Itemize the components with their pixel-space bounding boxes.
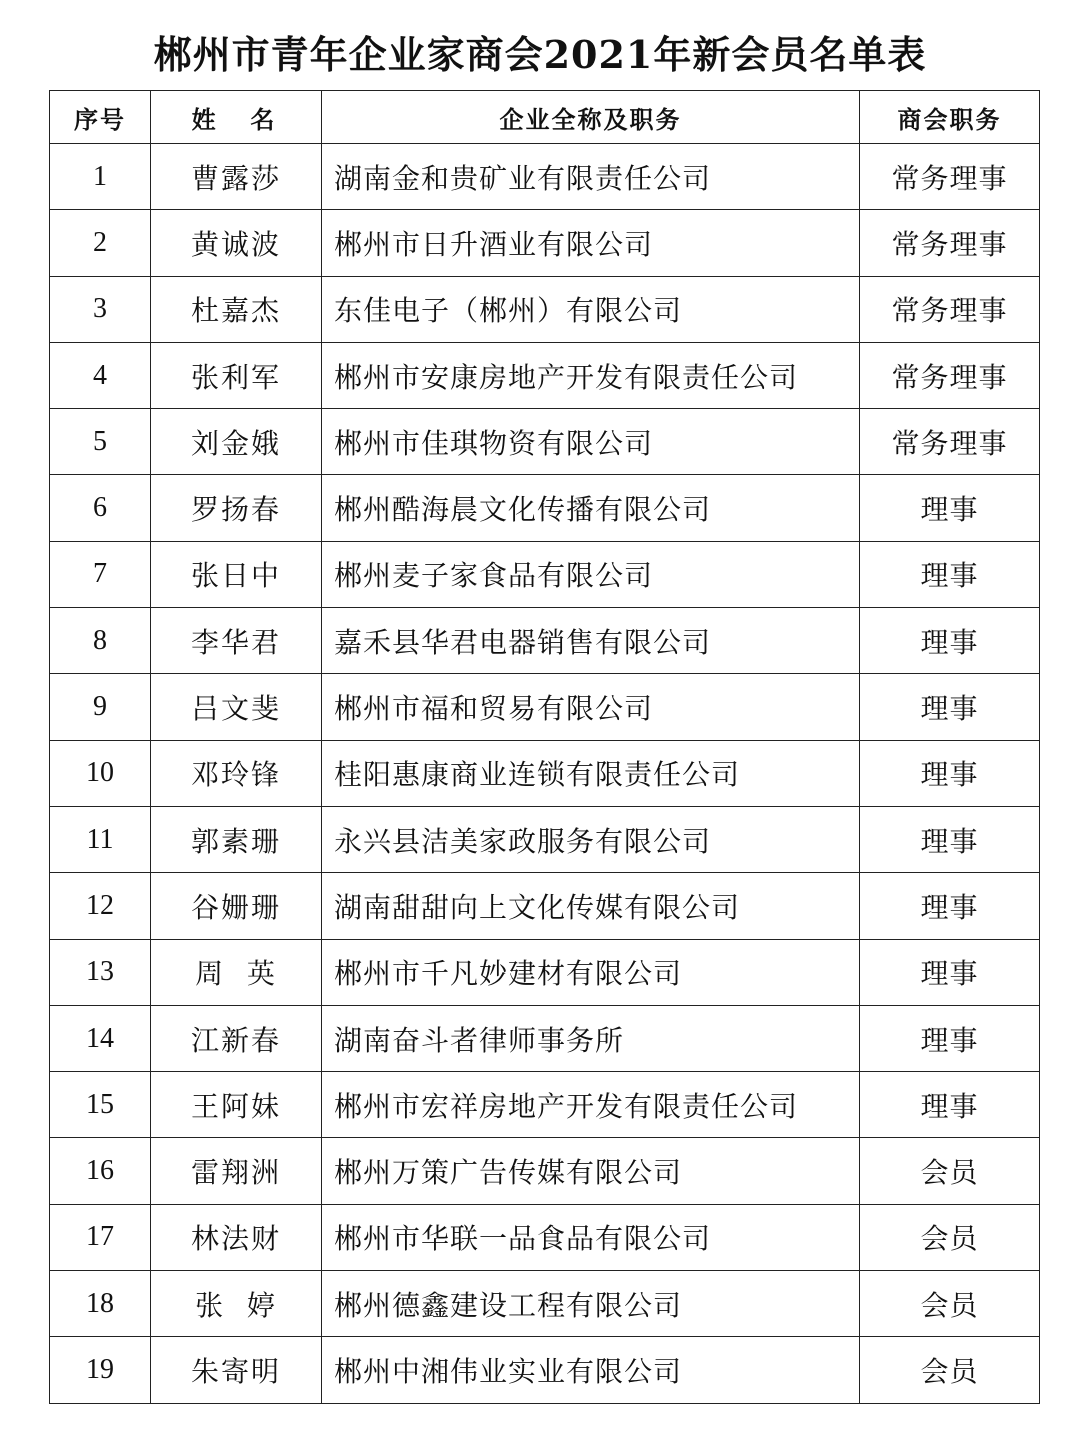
serial-number-cell: 17 (50, 1204, 151, 1270)
chamber-role-cell: 常务理事 (860, 409, 1040, 475)
serial-number-cell: 7 (50, 541, 151, 607)
member-name-cell: 李华君 (151, 608, 322, 674)
table-row (50, 541, 1040, 607)
table-row (50, 342, 1040, 408)
member-name-cell: 杜嘉杰 (151, 276, 322, 342)
chamber-role-cell: 会员 (860, 1204, 1040, 1270)
table-body (50, 144, 1040, 1404)
table-row (50, 1271, 1040, 1337)
table-row (50, 210, 1040, 276)
serial-number-cell: 8 (50, 608, 151, 674)
member-name-cell: 黄诚波 (151, 210, 322, 276)
company-cell: 郴州市千凡妙建材有限公司 (322, 939, 860, 1005)
company-cell: 郴州市安康房地产开发有限责任公司 (322, 342, 860, 408)
company-cell: 郴州德鑫建设工程有限公司 (322, 1271, 860, 1337)
chamber-role-cell: 理事 (860, 541, 1040, 607)
serial-number-cell: 12 (50, 873, 151, 939)
chamber-role-cell: 理事 (860, 740, 1040, 806)
chamber-role-cell: 理事 (860, 1005, 1040, 1071)
table-row (50, 674, 1040, 740)
member-name-cell: 邓玲锋 (151, 740, 322, 806)
member-name-cell: 郭素珊 (151, 806, 322, 872)
serial-number-cell: 4 (50, 342, 151, 408)
serial-number-cell: 18 (50, 1271, 151, 1337)
member-name-cell: 雷翔洲 (151, 1138, 322, 1204)
company-cell: 郴州中湘伟业实业有限公司 (322, 1337, 860, 1403)
table-row (50, 475, 1040, 541)
member-name-cell: 吕文斐 (151, 674, 322, 740)
table-row (50, 1337, 1040, 1403)
company-cell: 桂阳惠康商业连锁有限责任公司 (322, 740, 860, 806)
company-cell: 永兴县洁美家政服务有限公司 (322, 806, 860, 872)
table-row (50, 144, 1040, 210)
company-cell: 湖南奋斗者律师事务所 (322, 1005, 860, 1071)
serial-number-cell: 19 (50, 1337, 151, 1403)
company-cell: 湖南金和贵矿业有限责任公司 (322, 144, 860, 210)
member-name-cell: 曹露莎 (151, 144, 322, 210)
member-name-cell: 周 英 (151, 939, 322, 1005)
serial-number-cell: 6 (50, 475, 151, 541)
serial-number-cell: 10 (50, 740, 151, 806)
header-name (151, 91, 322, 144)
chamber-role-cell: 理事 (860, 939, 1040, 1005)
serial-number-cell: 15 (50, 1072, 151, 1138)
company-cell: 东佳电子（郴州）有限公司 (322, 276, 860, 342)
member-name-cell: 张日中 (151, 541, 322, 607)
table-header-row (50, 91, 1040, 144)
member-name-cell: 张利军 (151, 342, 322, 408)
serial-number-cell: 14 (50, 1005, 151, 1071)
serial-number-cell: 5 (50, 409, 151, 475)
company-cell: 嘉禾县华君电器销售有限公司 (322, 608, 860, 674)
table-row (50, 939, 1040, 1005)
chamber-role-cell: 理事 (860, 674, 1040, 740)
table-row (50, 1138, 1040, 1204)
serial-number-cell: 16 (50, 1138, 151, 1204)
member-name-cell: 刘金娥 (151, 409, 322, 475)
serial-number-cell: 13 (50, 939, 151, 1005)
chamber-role-cell: 会员 (860, 1271, 1040, 1337)
table-row (50, 276, 1040, 342)
table-row (50, 1204, 1040, 1270)
serial-number-cell: 3 (50, 276, 151, 342)
member-name-cell: 罗扬春 (151, 475, 322, 541)
chamber-role-cell: 理事 (860, 608, 1040, 674)
chamber-role-cell: 常务理事 (860, 144, 1040, 210)
chamber-role-cell: 会员 (860, 1337, 1040, 1403)
table-row (50, 409, 1040, 475)
member-name-cell: 林法财 (151, 1204, 322, 1270)
table-row (50, 740, 1040, 806)
chamber-role-cell: 会员 (860, 1138, 1040, 1204)
table-row (50, 1005, 1040, 1071)
company-cell: 郴州麦子家食品有限公司 (322, 541, 860, 607)
member-name-cell: 朱寄明 (151, 1337, 322, 1403)
serial-number-cell: 2 (50, 210, 151, 276)
header-chamber-role: 商会职务 (860, 91, 1040, 144)
company-cell: 郴州市福和贸易有限公司 (322, 674, 860, 740)
table-row (50, 1072, 1040, 1138)
document-title: 郴州市青年企业家商会2021年新会员名单表 (153, 32, 927, 77)
member-name-cell: 江新春 (151, 1005, 322, 1071)
serial-number-cell: 9 (50, 674, 151, 740)
chamber-role-cell: 常务理事 (860, 276, 1040, 342)
table-row (50, 608, 1040, 674)
company-cell: 郴州万策广告传媒有限公司 (322, 1138, 860, 1204)
chamber-role-cell: 理事 (860, 1072, 1040, 1138)
chamber-role-cell: 常务理事 (860, 210, 1040, 276)
serial-number-cell: 11 (50, 806, 151, 872)
header-company: 企业全称及职务 (322, 91, 860, 144)
member-name-cell: 谷姗珊 (151, 873, 322, 939)
table-row (50, 873, 1040, 939)
table-row (50, 806, 1040, 872)
member-name-cell: 张 婷 (151, 1271, 322, 1337)
company-cell: 湖南甜甜向上文化传媒有限公司 (322, 873, 860, 939)
company-cell: 郴州市日升酒业有限公司 (322, 210, 860, 276)
chamber-role-cell: 理事 (860, 806, 1040, 872)
company-cell: 郴州市宏祥房地产开发有限责任公司 (322, 1072, 860, 1138)
header-name-label: 姓 名 (191, 104, 281, 134)
chamber-role-cell: 理事 (860, 475, 1040, 541)
header-serial-number: 序号 (50, 91, 151, 144)
chamber-role-cell: 常务理事 (860, 342, 1040, 408)
serial-number-cell: 1 (50, 144, 151, 210)
company-cell: 郴州市华联一品食品有限公司 (322, 1204, 860, 1270)
member-table (49, 90, 1040, 1404)
chamber-role-cell: 理事 (860, 873, 1040, 939)
member-name-cell: 王阿妹 (151, 1072, 322, 1138)
company-cell: 郴州酷海晨文化传播有限公司 (322, 475, 860, 541)
company-cell: 郴州市佳琪物资有限公司 (322, 409, 860, 475)
